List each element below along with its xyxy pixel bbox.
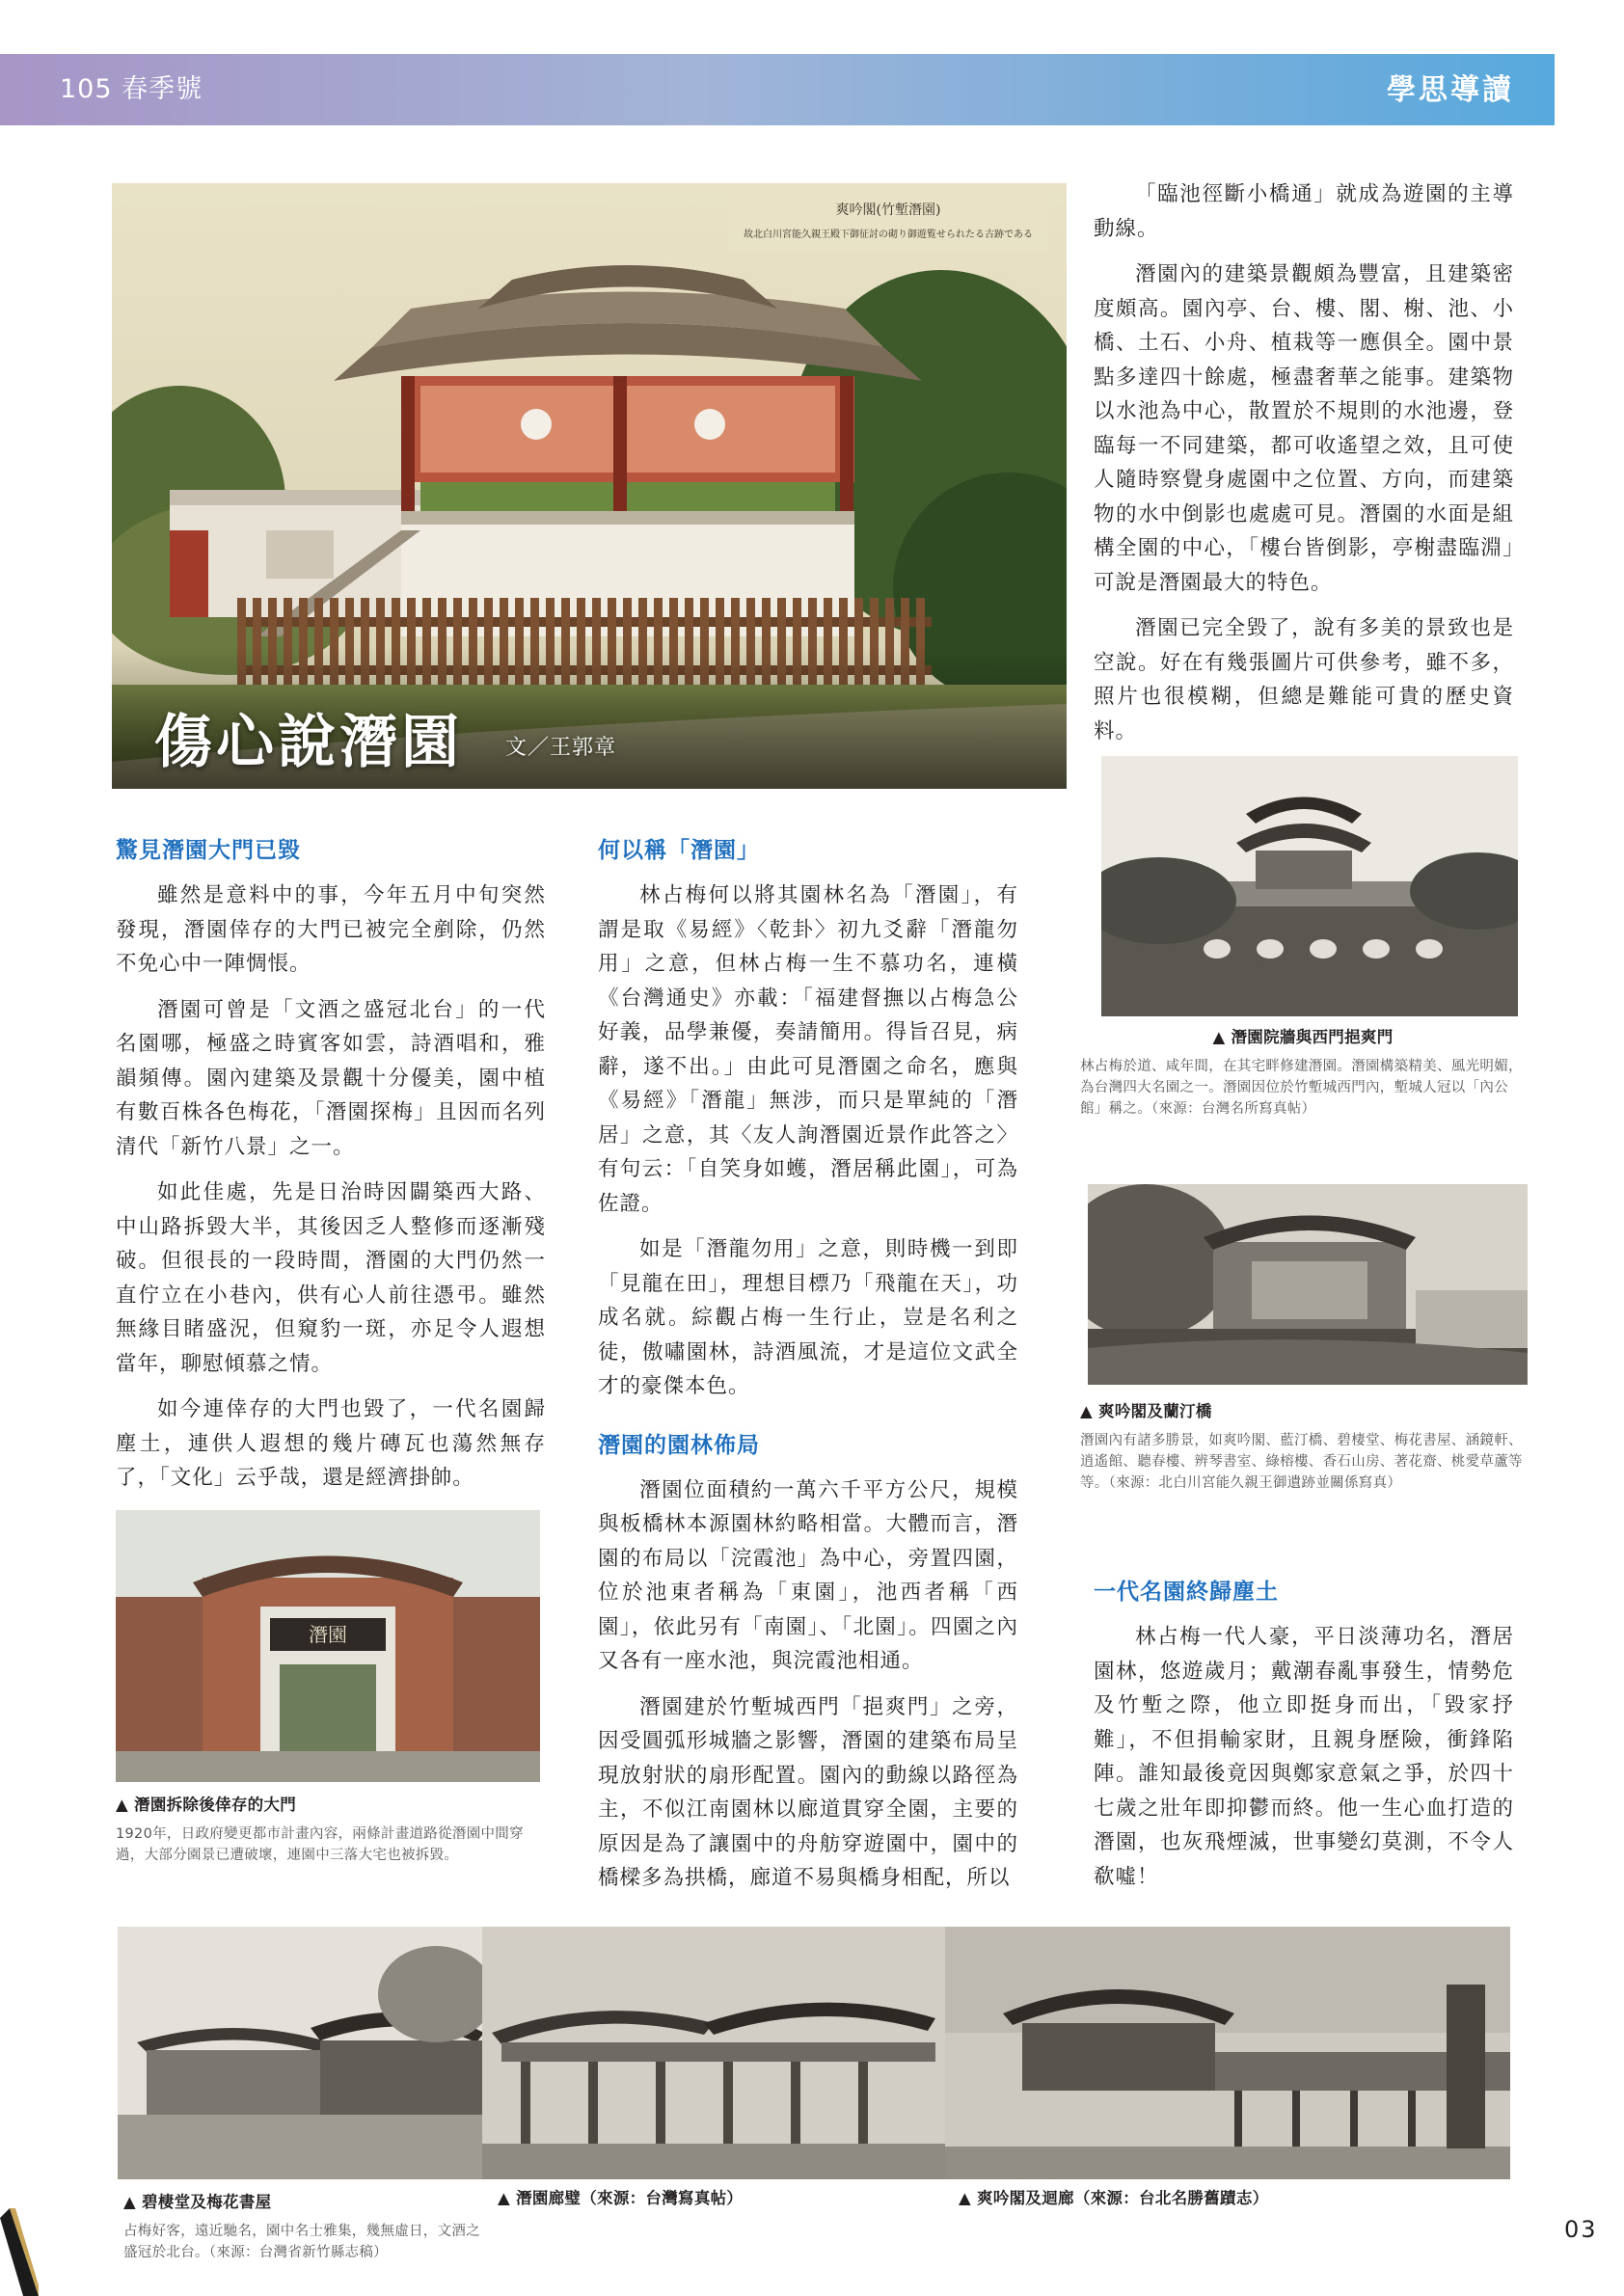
left-paragraph-2: 潛園可曾是「文酒之盛冠北台」的一代名園哪，極盛之時賓客如雲，詩酒唱和，雅韻頻傳。園內建築及景觀十分優美，園中植有數百株各色梅花，「潛園探梅」且因而名列清代「新竹八景」之一。	[116, 997, 546, 1159]
postcard-subtitle: 故北白川宮能久親王殿下御征討の砌り御遊覧せられたる古跡である	[744, 230, 1033, 240]
right-column-bottom	[1094, 1576, 1514, 1905]
bottom-caption-pavilion-corridor	[959, 2187, 1499, 2217]
middle-paragraph-4: 潛園建於竹塹城西門「挹爽門」之旁，因受圓弧形城牆之影響，潛園的建築布局呈現放射狀的扇形配置。園內的動線以路徑為主，不似江南園林以廊道貫穿全園，主要的原因是為了讓園中的舟舫穿遊園中，園中的橋樑多為拱橋，廊道不易與橋身相配，所以	[598, 1694, 1018, 1890]
gate-illustration	[116, 1510, 540, 1782]
article-byline: 文／王郭章	[505, 736, 617, 760]
bottom-caption-pavilion-corridor-title: ▲ 爽吟閣及迴廊（來源：台北名勝舊蹟志）	[959, 2189, 1269, 2207]
gate-photo	[116, 1510, 540, 1782]
section-label: 學思導讀	[1387, 73, 1514, 107]
gate-caption-desc: 1920年，日政府變更都市計畫內容，兩條計畫道路從潛園中間穿過，大部分園景已遭破壞，連園中三落大宅也被拆毀。	[116, 1826, 524, 1863]
pavilion-caption-title: ▲ 爽吟閣及蘭汀橋	[1080, 1402, 1212, 1420]
postcard-title: 爽吟閣(竹塹潛園)	[835, 203, 941, 218]
pavilion-illustration	[1088, 1184, 1528, 1385]
bottom-photo-pavilion-corridor	[945, 1927, 1510, 2179]
wall-photo	[1101, 756, 1518, 1016]
left-paragraph-4: 如今連倖存的大門也毀了，一代名園歸塵土，連供人遐想的幾片磚瓦也蕩然無存了，「文化」云乎哉，還是經濟掛帥。	[116, 1397, 546, 1490]
page-header-banner	[0, 54, 1555, 125]
pavilion-corridor-illustration	[945, 1927, 1510, 2179]
corridor-illustration	[482, 1927, 945, 2179]
heading-why-named: 何以稱「潛園」	[598, 838, 760, 863]
heading-garden-ends: 一代名園終歸塵土	[1094, 1580, 1279, 1605]
hall-illustration	[118, 1927, 494, 2179]
bottom-caption-corridor-title: ▲ 潛園廊璧（來源：台灣寫真帖）	[498, 2189, 744, 2207]
right-paragraph-3: 潛園已完全毀了，說有多美的景致也是空說。好在有幾張圖片可供參考，雖不多，照片也很模糊，但總是難能可貴的歷史資料。	[1094, 616, 1514, 743]
bottom-caption-hall-desc: 占梅好客，遠近馳名，園中名士雅集，幾無虛日，文酒之盛冠於北台。（來源：台灣省新竹縣志稿）	[123, 2224, 480, 2260]
gate-plaque-text: 潛園	[309, 1623, 347, 1646]
wall-caption	[1080, 1026, 1526, 1120]
middle-paragraph-1: 林占梅何以將其園林名為「潛園」，有謂是取《易經》〈乾卦〉初九爻辭「潛龍勿用」之意，但林占梅一生不慕功名，連橫《台灣通史》亦載：「福建督撫以占梅急公好義，品學兼優，奏請簡用。得旨召見，病辭，遂不出。」由此可見潛園之命名，應與《易經》「潛龍」無涉，而只是單純的「潛居」之意，其〈友人詢潛園近景作此答之〉有句云：「自笑身如蠖，潛居稱此園」，可為佐證。	[598, 883, 1018, 1216]
left-paragraph-3: 如此佳處，先是日治時因闢築西大路、中山路拆毀大半，其後因乏人整修而逐漸殘破。但很長的一段時間，潛園的大門仍然一直佇立在小巷內，供有心人前往憑弔。雖然無緣目睹盛況，但窺豹一斑，亦足令人遐想當年，聊慰傾慕之情。	[116, 1180, 546, 1376]
article-title: 傷心說潛園	[154, 709, 463, 776]
middle-column	[598, 834, 1018, 1907]
gate-caption	[116, 1794, 546, 1866]
bottom-photo-corridor	[482, 1927, 945, 2179]
bottom-photo-hall	[118, 1927, 494, 2179]
left-paragraph-1: 雖然是意料中的事，今年五月中旬突然發現，潛園倖存的大門已被完全剷除，仍然不免心中一陣惆悵。	[116, 883, 546, 976]
right-paragraph-2: 潛園內的建築景觀頗為豐富，且建築密度頗高。園內亭、台、樓、閣、榭、池、小橋、土石、小舟、植栽等一應俱全。園中景點多達四十餘處，極盡奢華之能事。建築物以水池為中心，散置於不規則的水池邊，登臨每一不同建築，都可收遙望之效，且可使人隨時察覺身處園中之位置、方向，而建築物的水中倒影也處處可見。潛園的水面是組構全園的中心，「樓台皆倒影，亭榭盡臨淵」可說是潛園最大的特色。	[1094, 262, 1514, 595]
pavilion-caption	[1080, 1400, 1526, 1494]
heading-gate-destroyed: 驚見潛園大門已毀	[116, 838, 301, 863]
bottom-caption-hall-title: ▲ 碧棲堂及梅花書屋	[123, 2193, 272, 2211]
wall-caption-title: ▲ 潛園院牆與西門挹爽門	[1212, 1028, 1394, 1046]
wall-illustration	[1101, 756, 1518, 1016]
pen-decoration	[0, 2208, 39, 2296]
heading-garden-layout: 潛園的園林佈局	[598, 1432, 760, 1458]
middle-paragraph-2: 如是「潛龍勿用」之意，則時機一到即「見龍在田」，理想目標乃「飛龍在天」，功成名就。綜觀占梅一生行止，豈是名利之徒，傲嘯園林，詩酒風流，才是這位文武全才的豪傑本色。	[598, 1237, 1018, 1398]
pen-icon	[0, 2208, 39, 2296]
right-column-top	[1094, 177, 1514, 760]
middle-paragraph-3: 潛園位面積約一萬六千平方公尺，規模與板橋林本源園林約略相當。大體而言，潛園的布局以「浣霞池」為中心，旁置四園，位於池東者稱為「東園」，池西者稱「西園」，依此另有「南園」、「北園」。四園之內又各有一座水池，與浣霞池相通。	[598, 1477, 1018, 1673]
gate-caption-title: ▲ 潛園拆除後倖存的大門	[116, 1796, 297, 1814]
left-column	[116, 834, 546, 1507]
right-paragraph-4: 林占梅一代人豪，平日淡薄功名，潛居園林，悠遊歲月；戴潮春亂事發生，情勢危及竹塹之際，他立即挺身而出，「毀家抒難」，不但捐輸家財，且親身歷險，衝鋒陷陣。誰知最後竟因與鄭家意氣之爭，於四十七歲之壯年即抑鬱而終。他一生心血打造的潛園，也灰飛煙滅，世事變幻莫測，不令人欷噓！	[1094, 1625, 1514, 1889]
wall-caption-desc: 林占梅於道、咸年間，在其宅畔修建潛園。潛園構築精美、風光明媚，為台灣四大名園之一。潛園因位於竹塹城西門內，塹城人冠以「內公館」稱之。（來源：台灣名所寫真帖）	[1080, 1059, 1523, 1117]
issue-label: 105 春季號	[60, 74, 203, 104]
bottom-caption-corridor	[498, 2187, 941, 2217]
pavilion-caption-desc: 潛園內有諸多勝景，如爽吟閣、藍汀橋、碧棲堂、梅花書屋、涵鏡軒、逍遙館、聽春樓、辨琴書室、綠榕樓、香石山房、著花齋、桃愛草蘆等等。（來源：北白川宮能久親王御遺跡並關係寫真）	[1080, 1433, 1523, 1491]
pavilion-photo	[1088, 1184, 1528, 1385]
bottom-caption-hall	[123, 2191, 490, 2263]
page-number: 03	[1564, 2216, 1598, 2243]
right-paragraph-1: 「臨池徑斷小橋通」就成為遊園的主導動線。	[1094, 182, 1514, 241]
